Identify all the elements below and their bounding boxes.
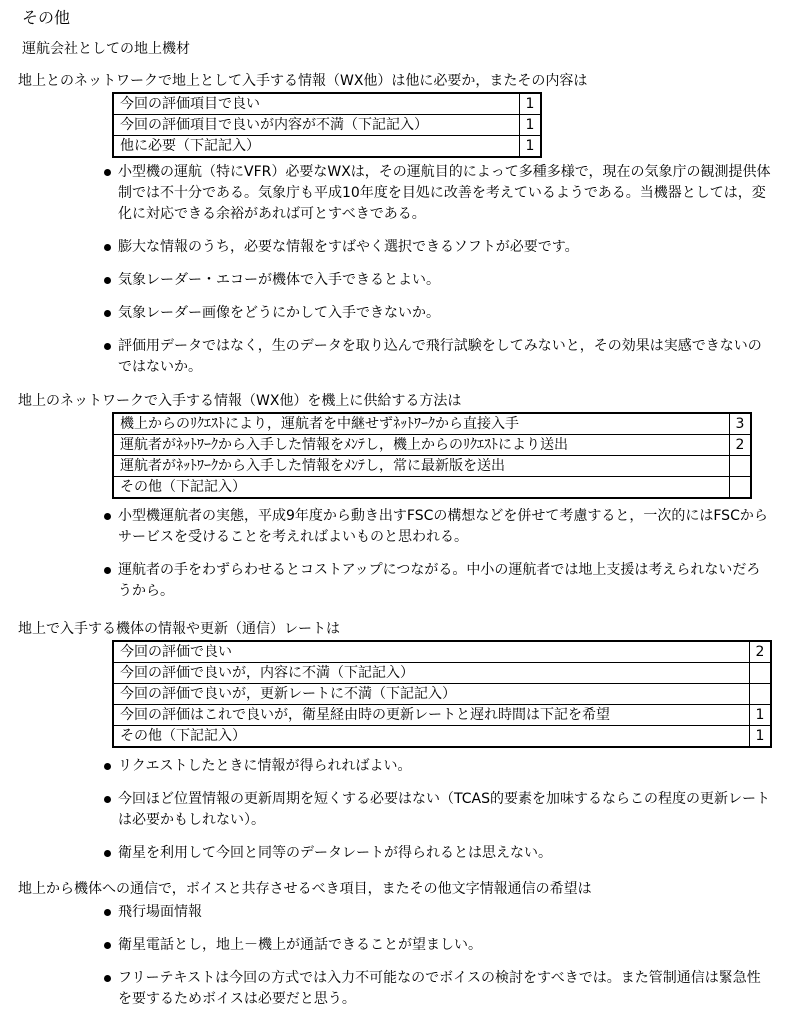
option-count [750, 663, 772, 684]
option-row [113, 93, 541, 115]
option-label: 今回の評価で良い [113, 641, 750, 663]
question-4: 地上から機体への通信で，ボイスと共存させるべき項目，またその他文字情報通信の希望は [18, 881, 592, 897]
option-row [113, 705, 771, 726]
bullet-icon [104, 277, 111, 284]
list-item: 衛星を利用して今回と同等のデータレートが得られるとは思えない。 [104, 843, 774, 864]
list-item: 膨大な情報のうち，必要な情報をすばやく選択できるソフトが必要です。 [104, 237, 774, 258]
bullet-icon [104, 850, 111, 857]
bullet-icon [104, 310, 111, 317]
comments-list-4 [104, 902, 774, 1022]
option-label: その他（下記記入） [113, 477, 730, 499]
list-item: 今回ほど位置情報の更新周期を短くする必要はない（TCAS的要素を加味するならこの程度の更新レートは必要かもしれない）。 [104, 789, 774, 831]
option-count [730, 456, 752, 477]
page-title: その他 [22, 8, 71, 27]
question-2: 地上のネットワークで入手する情報（WX他）を機上に供給する方法は [18, 393, 462, 409]
option-row [113, 435, 751, 456]
comments-list-1 [104, 162, 774, 390]
option-label: 今回の評価項目で良いが内容が不満（下記記入） [113, 115, 520, 136]
bullet-icon [104, 343, 111, 350]
option-label: 今回の評価項目で良い [113, 93, 520, 115]
option-label: その他（下記記入） [113, 726, 750, 748]
option-count: 1 [750, 705, 772, 726]
bullet-icon [104, 763, 111, 770]
option-count: 1 [520, 93, 542, 115]
option-row [113, 726, 771, 748]
section-title: 運航会社としての地上機材 [22, 41, 190, 57]
option-label: 他に必要（下記記入） [113, 136, 520, 158]
options-table-3 [112, 640, 772, 748]
option-label: 今回の評価はこれで良いが，衛星経由時の更新レートと遅れ時間は下記を希望 [113, 705, 750, 726]
option-count: 2 [750, 641, 772, 663]
option-label: 機上からのﾘｸｴｽﾄにより，運航者を中継せずﾈｯﾄﾜｰｸから直接入手 [113, 413, 730, 435]
option-row [113, 641, 771, 663]
question-3: 地上で入手する機体の情報や更新（通信）レートは [18, 621, 340, 637]
list-item: 小型機の運航（特にVFR）必要なWXは，その運航目的によって多種多様で，現在の気象庁の観測提供体制では不十分である。気象庁も平成10年度を目処に改善を考えているようである。当機器としては，変化に対応できる余裕があれば可とすべきである。 [104, 162, 774, 225]
option-count: 1 [520, 115, 542, 136]
comments-list-3 [104, 756, 774, 876]
option-count [730, 477, 752, 499]
option-row [113, 684, 771, 705]
option-count: 1 [750, 726, 772, 748]
bullet-icon [104, 975, 111, 982]
options-table-2 [112, 412, 752, 499]
option-row [113, 115, 541, 136]
list-item: 運航者の手をわずらわせるとコストアップにつながる。中小の運航者では地上支援は考えられないだろうから。 [104, 560, 774, 602]
list-item: 小型機運航者の実態，平成9年度から動き出すFSCの構想などを併せて考慮すると，一次的にはFSCからサービスを受けることを考えればよいものと思われる。 [104, 506, 774, 548]
option-row [113, 136, 541, 158]
option-count: 1 [520, 136, 542, 158]
bullet-icon [104, 796, 111, 803]
option-row [113, 477, 751, 499]
list-item: 気象レーダー・エコーが機体で入手できるとよい。 [104, 270, 774, 291]
option-row [113, 663, 771, 684]
list-item: 衛星電話とし，地上－機上が通話できることが望ましい。 [104, 935, 774, 956]
list-item: 飛行場面情報 [104, 902, 774, 923]
options-table-1 [112, 92, 542, 158]
option-label: 運航者がﾈｯﾄﾜｰｸから入手した情報をﾒﾝﾃし，機上からのﾘｸｴｽﾄにより送出 [113, 435, 730, 456]
bullet-icon [104, 244, 111, 251]
option-row [113, 456, 751, 477]
bullet-icon [104, 909, 111, 916]
option-label: 今回の評価で良いが，内容に不満（下記記入） [113, 663, 750, 684]
list-item: 評価用データではなく，生のデータを取り込んで飛行試験をしてみないと，その効果は実感できないのではないか。 [104, 336, 774, 378]
bullet-icon [104, 567, 111, 574]
option-count: 2 [730, 435, 752, 456]
option-count [750, 684, 772, 705]
list-item: 気象レーダー画像をどうにかして入手できないか。 [104, 303, 774, 324]
list-item: リクエストしたときに情報が得られればよい。 [104, 756, 774, 777]
option-row [113, 413, 751, 435]
bullet-icon [104, 169, 111, 176]
question-1: 地上とのネットワークで地上として入手する情報（WX他）は他に必要か，またその内容は [18, 73, 588, 89]
bullet-icon [104, 513, 111, 520]
list-item: フリーテキストは今回の方式では入力不可能なのでボイスの検討をすべきでは。また管制通信は緊急性を要するためボイスは必要だと思う。 [104, 968, 774, 1010]
option-label: 運航者がﾈｯﾄﾜｰｸから入手した情報をﾒﾝﾃし，常に最新版を送出 [113, 456, 730, 477]
option-count: 3 [730, 413, 752, 435]
bullet-icon [104, 942, 111, 949]
option-label: 今回の評価で良いが，更新レートに不満（下記記入） [113, 684, 750, 705]
comments-list-2 [104, 506, 774, 614]
